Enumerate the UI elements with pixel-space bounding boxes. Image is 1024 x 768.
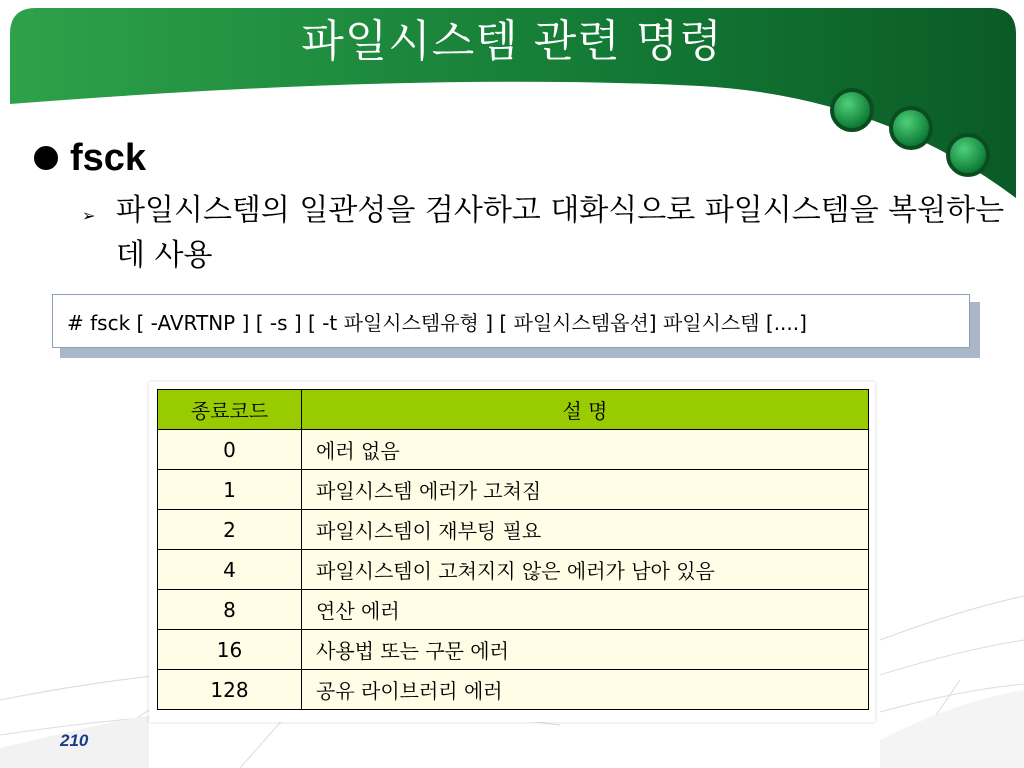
table-row [158, 670, 869, 710]
description-cell: 연산 에러 [302, 590, 869, 630]
description-cell: 파일시스템이 재부팅 필요 [302, 510, 869, 550]
sub-bullet-text: 파일시스템의 일관성을 검사하고 대화식으로 파일시스템을 복원하는데 사용 [116, 193, 1005, 273]
table-row [158, 510, 869, 550]
description-cell: 사용법 또는 구문 에러 [302, 630, 869, 670]
description-cell: 에러 없음 [302, 430, 869, 470]
exit-code-cell: 16 [158, 630, 302, 670]
exit-code-cell: 1 [158, 470, 302, 510]
exit-code-table [157, 389, 869, 710]
table-row [158, 590, 869, 630]
table-row [158, 630, 869, 670]
page-number: 210 [60, 731, 89, 750]
exit-code-cell: 128 [158, 670, 302, 710]
table-row [158, 430, 869, 470]
arrow-bullet-icon: ➢ [82, 206, 96, 225]
exit-code-table-container [149, 382, 875, 722]
exit-code-cell: 4 [158, 550, 302, 590]
exit-code-cell: 8 [158, 590, 302, 630]
table-row [158, 550, 869, 590]
slide-title: 파일시스템 관련 명령 [301, 16, 723, 67]
command-syntax-text: # fsck [ -AVRTNP ] [ -s ] [ -t 파일시스템유형 ] [ 파일시스템옵션] 파일시스템 [....] [67, 310, 807, 335]
bullet-text: fsck [70, 136, 147, 179]
description-cell: 파일시스템이 고쳐지지 않은 에러가 남아 있음 [302, 550, 869, 590]
bullet-item [34, 136, 146, 180]
table-row [158, 470, 869, 510]
bullet-dot-icon [34, 146, 58, 170]
table-header-row [158, 390, 869, 430]
header-exit-code: 종료코드 [158, 390, 302, 430]
exit-code-cell: 2 [158, 510, 302, 550]
description-cell: 공유 라이브러리 에러 [302, 670, 869, 710]
description-cell: 파일시스템 에러가 고쳐짐 [302, 470, 869, 510]
header-description: 설 명 [302, 390, 869, 430]
command-syntax-box [52, 294, 970, 348]
exit-code-cell: 0 [158, 430, 302, 470]
